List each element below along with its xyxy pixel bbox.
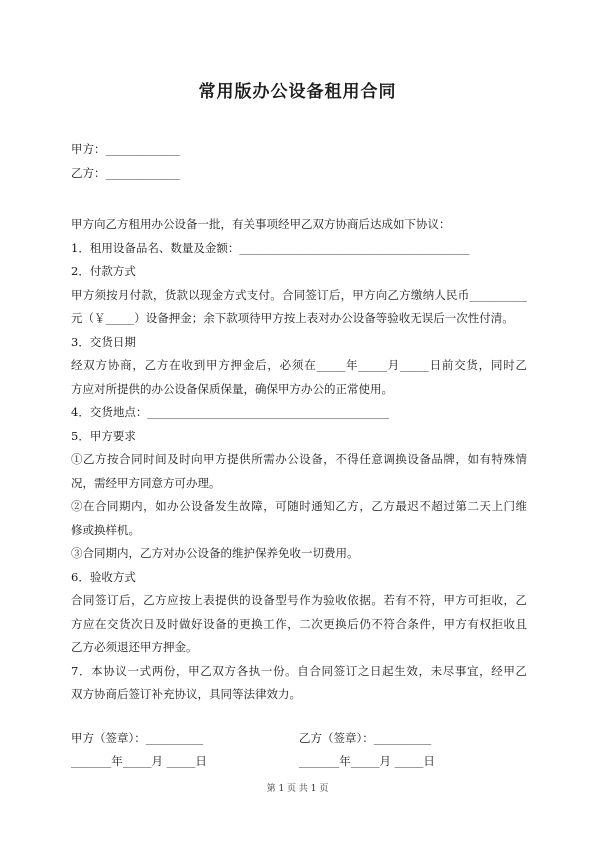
clause-4: 4．交货地点：__________________________________________: [71, 405, 389, 419]
clause-6-text-line: 乙方必须退还甲方押金。: [71, 640, 198, 654]
clause-5-item-2-line: 修或换样机。: [71, 522, 140, 537]
party-a-date: _______年_____月 _____日: [71, 754, 207, 768]
party-b-line: 乙方：_____________: [71, 165, 181, 180]
clause-3-text-line: 方应对所提供的办公设备保质保量，确保甲方办公的正常使用。: [71, 381, 393, 396]
clause-6-text-line: 方应在交货次日及时做好设备的更换工作，二次更换后仍不符合条件，甲方有权拒收且: [71, 616, 527, 631]
clause-6-heading: 6．验收方式: [71, 569, 136, 584]
party-b-date: _______年_____月 _____日: [299, 754, 435, 768]
clause-2-text-line: 元（￥_____）设备押金；余下款项待甲方按上表对办公设备等验收无误后一次性付清。: [71, 311, 514, 325]
clause-3-heading: 3．交货日期: [71, 334, 136, 349]
signature-row: [71, 727, 527, 751]
clause-6-text-line: 合同签订后，乙方应按上表提供的设备型号作为验收依据。若有不符，甲方可拒收，乙: [71, 593, 527, 607]
party-a-line: 甲方：_____________: [71, 142, 181, 156]
clause-5-heading: 5．甲方要求: [71, 428, 136, 443]
clause-1: 1．租用设备品名、数量及金额：________________________________________: [71, 240, 470, 255]
clause-5-item-3: ③合同期内，乙方对办公设备的维护保养免收一切费用。: [71, 546, 359, 560]
clause-5-item-1-line: 况，需经甲方同意方可办理。: [71, 475, 221, 490]
contract-body: [71, 138, 527, 774]
party-b-signature: 乙方（签章）：__________: [299, 730, 432, 745]
clause-7-text-line: 7．本协议一式两份，甲乙双方各执一份。自合同签订之日起生效，未尽事宜，经甲乙: [71, 663, 527, 678]
clause-5-item-1-line: ①乙方按合同时间及时向甲方提供所需办公设备，不得任意调换设备品牌，如有特殊情: [71, 452, 527, 466]
party-a-signature: 甲方（签章）：__________: [71, 730, 204, 745]
clause-2-text-line: 甲方须按月付款，货款以现金方式支付。合同签订后，甲方向乙方缴纳人民币__________: [71, 287, 527, 302]
page-footer: 第 1 页 共 1 页: [266, 784, 329, 794]
date-row: [71, 750, 527, 774]
clause-5-item-2-line: ②在合同期内，如办公设备发生故障，可随时通知乙方，乙方最迟不超过第二天上门维: [71, 499, 527, 513]
intro-text: 甲方向乙方租用办公设备一批，有关事项经甲乙双方协商后达成如下协议：: [71, 217, 451, 231]
clause-3-text-line: 经双方协商，乙方在收到甲方押金后，必须在_____年_____月_____日前交货，同时乙: [71, 358, 527, 372]
clause-7-text-line: 双方协商后签订补充协议，具同等法律效力。: [71, 687, 301, 701]
document-title: 常用版办公设备租用合同: [198, 82, 397, 102]
clause-2-heading: 2．付款方式: [71, 264, 136, 278]
